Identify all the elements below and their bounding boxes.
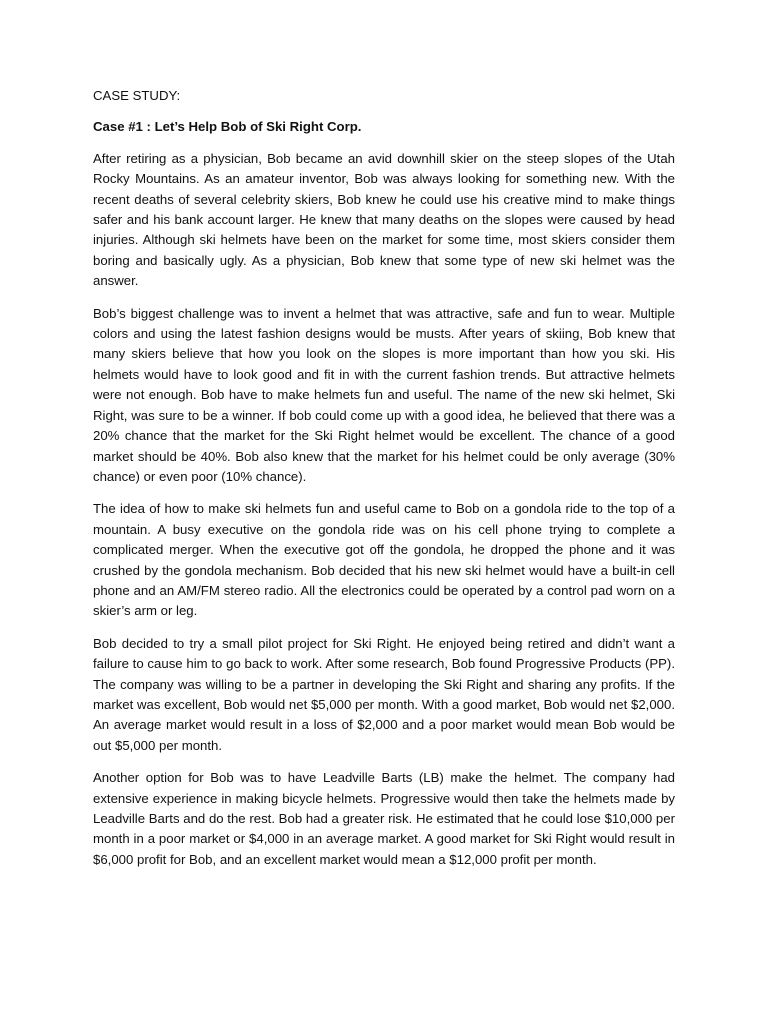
document-page bbox=[93, 86, 675, 882]
paragraph-5: Another option for Bob was to have Leadville Barts (LB) make the helmet. The company had extensive experience in making bicycle helmets. Progressive would then take the helmets made by Leadville Barts and do the rest. Bob had a greater risk. He estimated that he could lose $10,000 per month in a poor market or $4,000 in an average market. A good market for Ski Right would result in $6,000 profit for Bob, and an excellent market would mean a $12,000 profit per month. bbox=[93, 770, 675, 867]
paragraph-2: Bob’s biggest challenge was to invent a helmet that was attractive, safe and fun to wear. Multiple colors and using the latest fashion designs would be musts. After years of skiing, Bob knew that many skiers believe that how you look on the slopes is more important than how you ski. His helmets would have to look good and fit in with the current fashion trends. But attractive helmets were not enough. Bob have to make helmets fun and useful. The name of the new ski helmet, Ski Right, was sure to be a winner. If bob could come up with a good idea, he believed that there was a 20% chance that the market for the Ski Right helmet would be excellent. The chance of a good market should be 40%. Bob also knew that the market for his helmet could be only average (30% chance) or even poor (10% chance). bbox=[93, 305, 675, 484]
paragraph-3: The idea of how to make ski helmets fun and useful came to Bob on a gondola ride to the top of a mountain. A busy executive on the gondola ride was on his cell phone trying to complete a complicated merger. When the executive got off the gondola, he dropped the phone and it was crushed by the gondola mechanism. Bob decided that his new ski helmet would have a built-in cell phone and an AM/FM stereo radio. All the electronics could be operated by a control pad worn on a skier’s arm or leg. bbox=[93, 501, 675, 619]
case-title: Case #1 : Let’s Help Bob of Ski Right Corp. bbox=[93, 119, 362, 135]
paragraph-4: Bob decided to try a small pilot project for Ski Right. He enjoyed being retired and didn’t want a failure to cause him to go back to work. After some research, Bob found Progressive Products (PP). The company was willing to be a partner in developing the Ski Right and sharing any profits. If the market was excellent, Bob would net $5,000 per month. With a good market, Bob would net $2,000. An average market would result in a loss of $2,000 and a poor market would mean Bob would be out $5,000 per month. bbox=[93, 635, 675, 753]
section-heading: CASE STUDY: bbox=[93, 88, 181, 103]
paragraph-1: After retiring as a physician, Bob became an avid downhill skier on the steep slopes of the Utah Rocky Mountains. As an amateur inventor, Bob was always looking for something new. With the recent deaths of several celebrity skiers, Bob knew he could use his creative mind to make things safer and his bank account larger. He knew that many deaths on the slopes were caused by head injuries. Although ski helmets have been on the market for some time, most skiers consider them boring and basically ugly. As a physician, Bob knew that some type of new ski helmet was the answer. bbox=[93, 150, 675, 289]
